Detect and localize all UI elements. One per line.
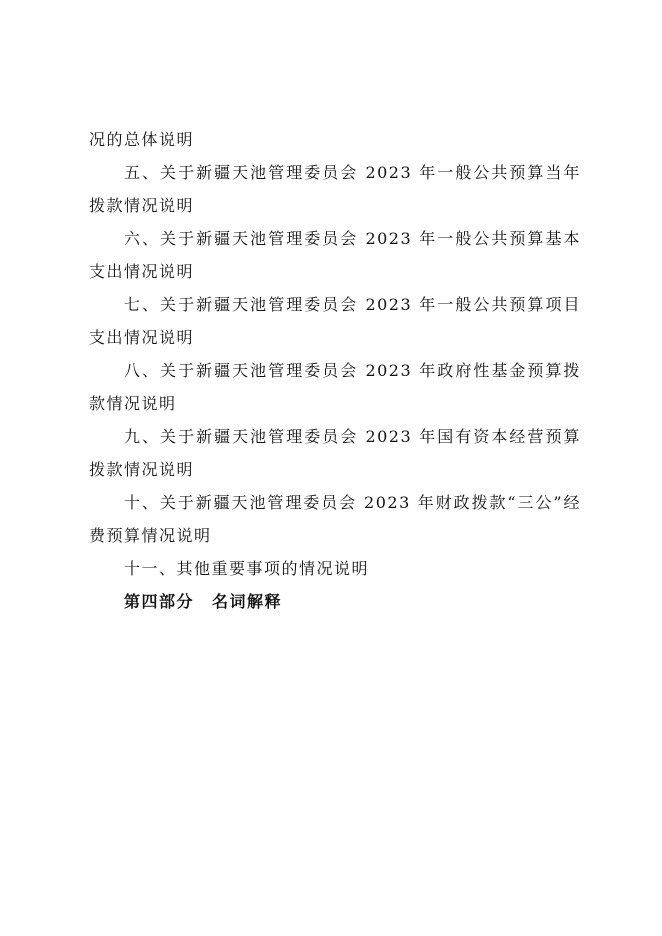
table-of-contents [89,123,581,618]
toc-continuation-line: 况的总体说明 [89,130,195,149]
toc-item-9: 九、关于新疆天池管理委员会 2023 年国有资本经营预算拨款情况说明 [89,427,581,479]
toc-item-6: 六、关于新疆天池管理委员会 2023 年一般公共预算基本支出情况说明 [89,229,581,281]
section-title: 名词解释 [212,592,283,611]
toc-item-8: 八、关于新疆天池管理委员会 2023 年政府性基金预算拨款情况说明 [89,361,581,413]
toc-item-7: 七、关于新疆天池管理委员会 2023 年一般公共预算项目支出情况说明 [89,295,581,347]
section-heading [89,585,581,618]
toc-item-10: 十、关于新疆天池管理委员会 2023 年财政拨款“三公”经费预算情况说明 [89,493,581,545]
section-part-label: 第四部分 [124,592,195,611]
toc-item-5: 五、关于新疆天池管理委员会 2023 年一般公共预算当年拨款情况说明 [89,163,581,215]
toc-item-11: 十一、其他重要事项的情况说明 [124,559,370,578]
